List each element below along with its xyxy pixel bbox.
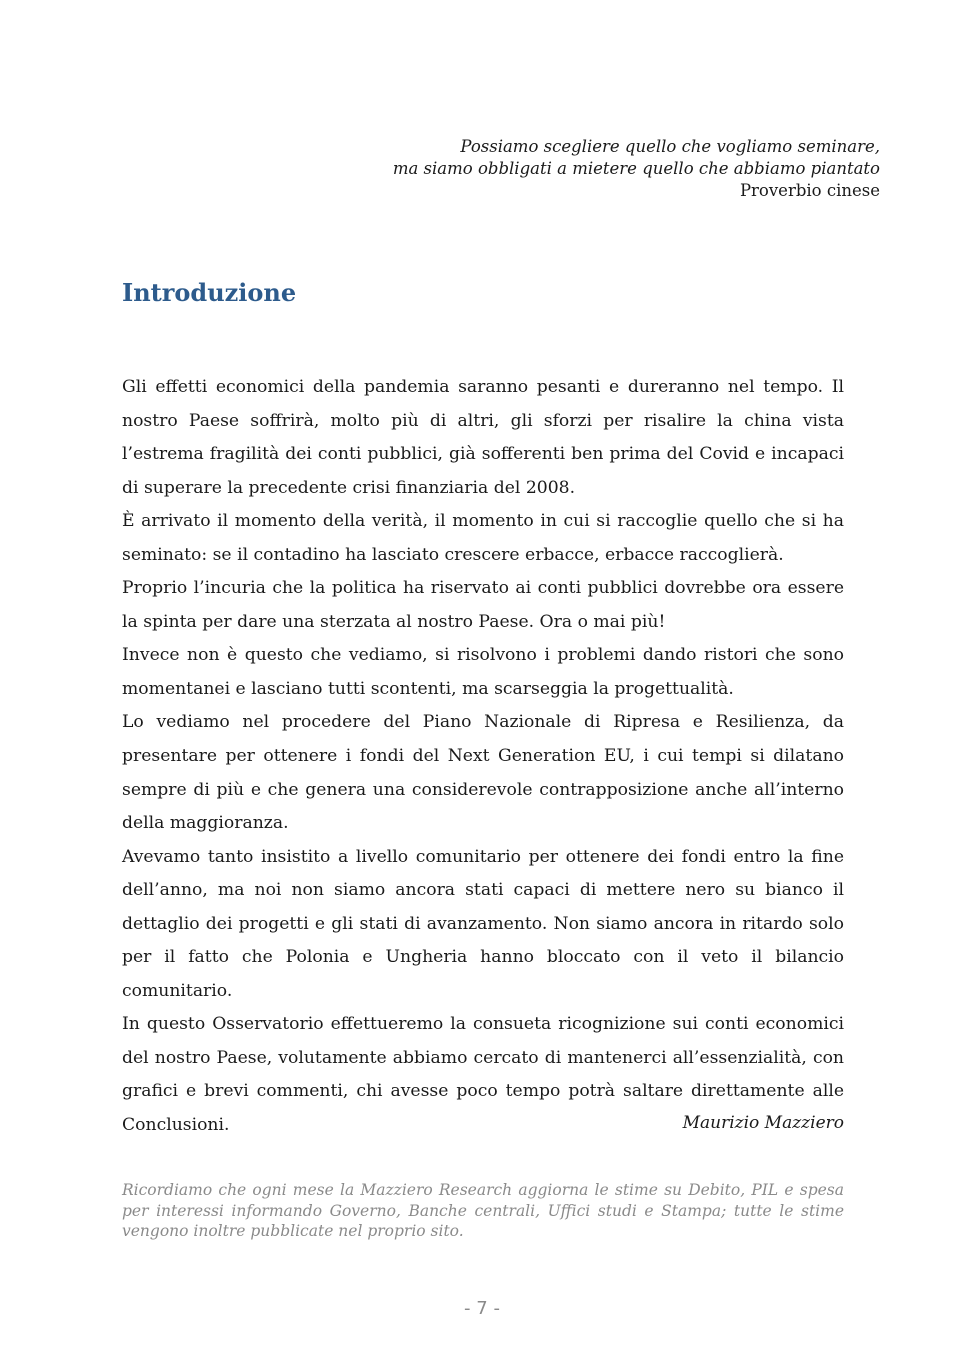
body-text [122,371,844,1143]
footnote: Ricordiamo che ogni mese la Mazziero Research aggiorna le stime su Debito, PIL e spesa per interessi informando Governo, Banche centrali, Uffici studi e Stampa; tutte le stime vengono inoltre pubblicate nel proprio sito. [122,1181,844,1240]
paragraph: È arrivato il momento della verità, il momento in cui si raccoglie quello che si ha seminato: se il contadino ha lasciato crescere erbacce, erbacce raccoglierà. [122,511,844,565]
epigraph-line: ma siamo obbligati a mietere quello che abbiamo piantato [392,159,880,178]
page-number: - 7 - [464,1298,500,1319]
paragraph: Avevamo tanto insistito a livello comunitario per ottenere dei fondi entro la fine dell’anno, ma noi non siamo ancora stati capaci di mettere nero su bianco il dettaglio dei progetti e gli stati di avanzamento. Non siamo ancora in ritardo solo per il fatto che Polonia e Ungheria hanno bloccato con il veto il bilancio comunitario. [122,846,844,1001]
paragraph: Invece non è questo che vediamo, si risolvono i problemi dando ristori che sono momentanei e lasciano tutti scontenti, ma scarseggia la progettualità. [122,645,844,699]
paragraph: Gli effetti economici della pandemia saranno pesanti e dureranno nel tempo. Il nostro Paese soffrirà, molto più di altri, gli sforzi per risalire la china vista l’estrema fragilità dei conti pubblici, già sofferenti ben prima del Covid e incapaci di superare la precedente crisi finanziaria del 2008. [122,377,844,498]
author-signature: Maurizio Mazziero [682,1113,844,1133]
paragraph: Lo vediamo nel procedere del Piano Nazionale di Ripresa e Resilienza, da presentare per ottenere i fondi del Next Generation EU, i cui tempi si dilatano sempre di più e che genera una considerevole contrapposizione anche all’interno della maggioranza. [122,712,844,834]
epigraph [393,136,880,202]
epigraph-source: Proverbio cinese [739,181,880,200]
epigraph-line: Possiamo scegliere quello che vogliamo seminare, [460,137,880,156]
paragraph: Proprio l’incuria che la politica ha riservato ai conti pubblici dovrebbe ora essere la spinta per dare una sterzata al nostro Paese. Ora o mai più! [122,578,844,632]
paragraph: In questo Osservatorio effettueremo la consueta ricognizione sui conti economici del nostro Paese, volutamente abbiamo cercato di mantenerci all’essenzialità, con grafici e brevi commenti, chi avesse poco tempo potrà saltare direttamente alle Conclusioni. [122,1014,844,1136]
section-heading: Introduzione [122,278,297,307]
